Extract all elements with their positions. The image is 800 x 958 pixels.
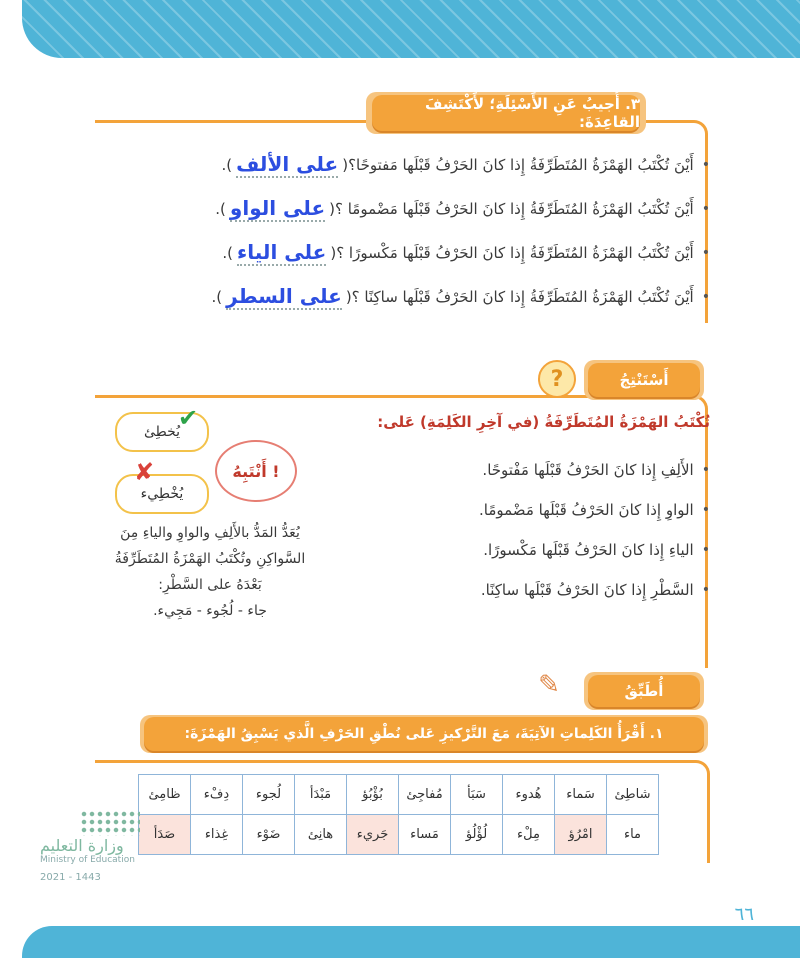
- question-row: • أَيْنَ تُكْتَبُ الهَمْزَةُ المُتَطَرِّفَةُ إِذا كانَ الحَرْفُ قَبْلَها مَضْمومًا ؟ ( على الواو ).: [215, 196, 710, 220]
- question-text: أَيْنَ تُكْتَبُ الهَمْزَةُ المُتَطَرِّفَةُ إِذا كانَ الحَرْفُ قَبْلَها مَكْسورًا ؟: [336, 244, 694, 262]
- ministry-dots-icon: [80, 810, 140, 836]
- apply-title: أُطَبِّقُ: [588, 675, 700, 707]
- word-cell: صَدَأ: [139, 815, 191, 855]
- apply-instruction: ١. أَقْرَأُ الكَلِماتِ الآتِيَةَ، مَعَ التَّرْكيزِ عَلى نُطْقِ الحَرْفِ الَّذي يَسْبِقُ الهَمْزَةَ:: [144, 717, 704, 751]
- question-text: أَيْنَ تُكْتَبُ الهَمْزَةُ المُتَطَرِّفَةُ إِذا كانَ الحَرْفُ قَبْلَها مَضْمومًا ؟: [334, 200, 694, 218]
- word-cell: شاطِئ: [607, 775, 659, 815]
- word-cell: غِذاء: [191, 815, 243, 855]
- word-cell: مُفاجِئ: [399, 775, 451, 815]
- rule-intro: تُكْتَبُ الهَمْزَةُ المُتَطَرِّفَةُ (في آخِرِ الكَلِمَةِ) عَلى:: [377, 413, 710, 431]
- wrong-example: يُخْطِيء: [115, 474, 209, 514]
- check-icon: ✔: [178, 404, 199, 432]
- word-cell: لُجوء: [243, 775, 295, 815]
- page-number: ٦٦: [734, 904, 754, 925]
- rule-item: • الواوِ إِذا كانَ الحَرْفُ قَبْلَها مَضْمومًا.: [479, 501, 710, 519]
- conclude-title: أَسْتَنْتِجُ: [588, 363, 700, 397]
- words-table: [138, 774, 659, 855]
- question-row: • أَيْنَ تُكْتَبُ الهَمْزَةُ المُتَطَرِّفَةُ إِذا كانَ الحَرْفُ قَبْلَها مَكْسورًا ؟ ( على الياء ).: [222, 240, 710, 264]
- table-row: [139, 775, 659, 815]
- table-row: [139, 815, 659, 855]
- word-cell: مَبْدَأ: [295, 775, 347, 815]
- question-text: أَيْنَ تُكْتَبُ الهَمْزَةُ المُتَطَرِّفَةُ إِذا كانَ الحَرْفُ قَبْلَها مَفتوحًا؟: [348, 156, 694, 174]
- word-cell: مِلْء: [503, 815, 555, 855]
- word-cell: سَماء: [555, 775, 607, 815]
- question-row: • أَيْنَ تُكْتَبُ الهَمْزَةُ المُتَطَرِّفَةُ إِذا كانَ الحَرْفُ قَبْلَها ساكِنًا ؟ ( على السطر ).: [211, 284, 710, 308]
- word-cell: لُؤْلُؤ: [451, 815, 503, 855]
- word-cell: دِفْء: [191, 775, 243, 815]
- word-cell: ماء: [607, 815, 659, 855]
- cross-icon: ✘: [134, 458, 155, 486]
- rules-list: [380, 450, 710, 610]
- word-cell: هُدوء: [503, 775, 555, 815]
- pencil-ruler-icon: ✎: [538, 670, 560, 700]
- rule-item: • الأَلِفِ إِذا كانَ الحَرْفُ قَبْلَها مَفْتوحًا.: [482, 461, 710, 479]
- word-cell: امْرُؤ: [555, 815, 607, 855]
- word-cell: سَبَأ: [451, 775, 503, 815]
- word-cell: ظامِئ: [139, 775, 191, 815]
- handwritten-answer[interactable]: على الألف: [236, 152, 339, 176]
- word-cell: ضَوْء: [243, 815, 295, 855]
- word-cell: جَريء: [347, 815, 399, 855]
- handwritten-answer[interactable]: على السطر: [226, 284, 342, 308]
- attention-note: يُعَدُّ المَدُّ بالأَلِفِ والواوِ والياءِ مِنَ السَّواكِنِ وتُكْتَبُ الهَمْزَةُ المُتَطَرِّفَةُ بَعْدَهُ على السَّطْرِ: جاء - لُجُوء - مَجِيء.: [114, 525, 306, 619]
- rule-item: • السَّطْرِ إِذا كانَ الحَرْفُ قَبْلَها ساكِنًا.: [480, 581, 710, 599]
- word-cell: هانِئ: [295, 815, 347, 855]
- handwritten-answer[interactable]: على الياء: [237, 240, 327, 264]
- handwritten-answer[interactable]: على الواو: [229, 196, 326, 220]
- word-cell: مَساء: [399, 815, 451, 855]
- ministry-logo: وزارة التعليم Ministry of Education 2021 - 1443: [40, 810, 140, 884]
- questions-list: [70, 143, 710, 319]
- question-row: • أَيْنَ تُكْتَبُ الهَمْزَةُ المُتَطَرِّفَةُ إِذا كانَ الحَرْفُ قَبْلَها مَفتوحًا؟ ( على الألف ).: [221, 152, 710, 176]
- header-band: [22, 0, 800, 58]
- rule-item: • الياءِ إِذا كانَ الحَرْفُ قَبْلَها مَكْسورًا.: [483, 541, 710, 559]
- attention-bubble: أَنْتَبِهُ !: [215, 440, 297, 502]
- footer-band: [22, 926, 800, 958]
- question-mark-icon: ?: [538, 360, 576, 398]
- word-cell: بُؤْبُؤ: [347, 775, 399, 815]
- question-text: أَيْنَ تُكْتَبُ الهَمْزَةُ المُتَطَرِّفَةُ إِذا كانَ الحَرْفُ قَبْلَها ساكِنًا ؟: [351, 288, 694, 306]
- correct-example: يُخطِئ: [115, 412, 209, 452]
- section3-title: ٣. أُجيبُ عَنِ الأَسْئِلَةِ؛ لأَكْتَشِفَ القاعِدَةَ:: [372, 95, 640, 131]
